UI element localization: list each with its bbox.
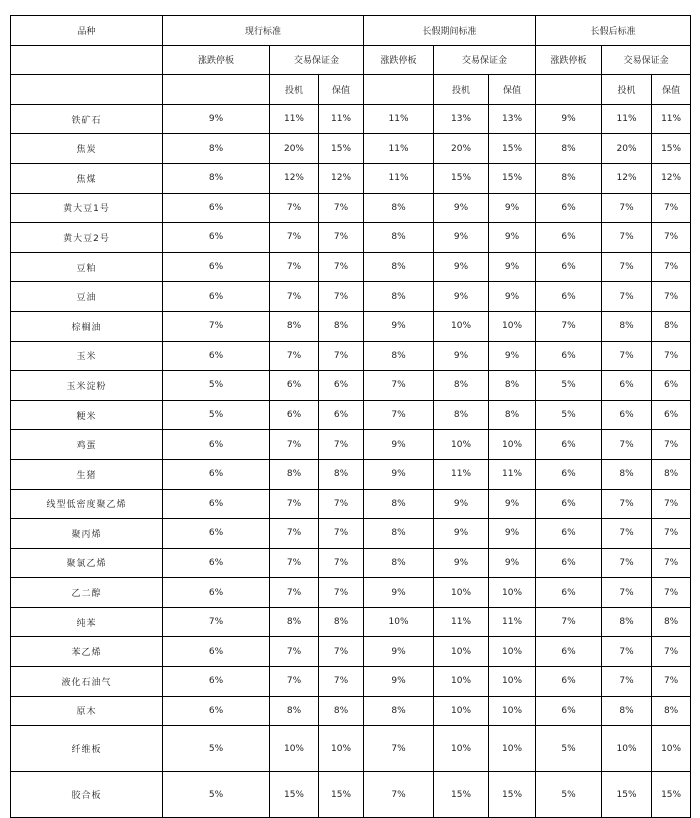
cell-hedge-after: 7%: [652, 282, 691, 312]
margin-standards-table: [10, 15, 691, 818]
cell-limit-holiday: 8%: [364, 223, 434, 253]
cell-hedge-holiday: 8%: [489, 371, 536, 401]
cell-spec-after: 7%: [602, 489, 652, 519]
cell-limit-holiday: 8%: [364, 519, 434, 549]
header-margin-current: 交易保证金: [270, 45, 364, 75]
cell-limit-current: 5%: [163, 400, 270, 430]
cell-hedge-after: 15%: [652, 772, 691, 818]
cell-spec-holiday: 10%: [434, 430, 489, 460]
cell-spec-after: 10%: [602, 726, 652, 772]
header-row-type: [11, 75, 691, 105]
product-name: 黄大豆1号: [11, 193, 163, 223]
cell-hedge-current: 7%: [319, 252, 364, 282]
cell-limit-holiday: 8%: [364, 548, 434, 578]
cell-limit-current: 5%: [163, 371, 270, 401]
cell-hedge-after: 12%: [652, 163, 691, 193]
table-row: [11, 637, 691, 667]
cell-hedge-current: 7%: [319, 282, 364, 312]
cell-limit-current: 6%: [163, 430, 270, 460]
cell-limit-current: 6%: [163, 578, 270, 608]
cell-spec-current: 6%: [270, 400, 319, 430]
cell-hedge-holiday: 9%: [489, 341, 536, 371]
header-blank: [11, 75, 163, 105]
table-row: [11, 223, 691, 253]
cell-spec-current: 12%: [270, 163, 319, 193]
cell-limit-holiday: 8%: [364, 193, 434, 223]
header-row-groups: [11, 16, 691, 46]
header-blank: [11, 45, 163, 75]
header-row-sub: [11, 45, 691, 75]
cell-spec-current: 8%: [270, 459, 319, 489]
cell-limit-after: 7%: [536, 607, 602, 637]
header-blank: [536, 75, 602, 105]
cell-limit-after: 6%: [536, 696, 602, 726]
cell-limit-current: 7%: [163, 311, 270, 341]
cell-limit-current: 6%: [163, 223, 270, 253]
product-name: 纯苯: [11, 607, 163, 637]
cell-spec-holiday: 20%: [434, 134, 489, 164]
cell-limit-current: 7%: [163, 607, 270, 637]
margin-table-container: [10, 15, 691, 818]
table-row: [11, 696, 691, 726]
cell-limit-holiday: 9%: [364, 667, 434, 697]
cell-limit-holiday: 7%: [364, 772, 434, 818]
cell-hedge-after: 6%: [652, 371, 691, 401]
cell-limit-current: 6%: [163, 459, 270, 489]
cell-limit-current: 6%: [163, 667, 270, 697]
cell-spec-current: 8%: [270, 311, 319, 341]
cell-limit-after: 8%: [536, 134, 602, 164]
cell-hedge-holiday: 10%: [489, 696, 536, 726]
cell-spec-holiday: 11%: [434, 607, 489, 637]
cell-limit-holiday: 10%: [364, 607, 434, 637]
cell-spec-after: 15%: [602, 772, 652, 818]
table-row: [11, 371, 691, 401]
cell-limit-after: 7%: [536, 311, 602, 341]
cell-spec-current: 15%: [270, 772, 319, 818]
cell-hedge-holiday: 10%: [489, 667, 536, 697]
cell-limit-after: 6%: [536, 489, 602, 519]
cell-spec-after: 8%: [602, 459, 652, 489]
cell-hedge-after: 11%: [652, 104, 691, 134]
cell-limit-holiday: 7%: [364, 371, 434, 401]
cell-limit-holiday: 8%: [364, 341, 434, 371]
cell-spec-after: 7%: [602, 667, 652, 697]
cell-limit-holiday: 8%: [364, 282, 434, 312]
cell-hedge-current: 6%: [319, 371, 364, 401]
cell-spec-holiday: 13%: [434, 104, 489, 134]
cell-hedge-holiday: 11%: [489, 459, 536, 489]
product-name: 聚丙烯: [11, 519, 163, 549]
cell-hedge-holiday: 9%: [489, 282, 536, 312]
product-name: 焦炭: [11, 134, 163, 164]
cell-spec-after: 7%: [602, 252, 652, 282]
product-name: 乙二醇: [11, 578, 163, 608]
cell-hedge-holiday: 10%: [489, 578, 536, 608]
cell-limit-holiday: 9%: [364, 578, 434, 608]
cell-limit-current: 6%: [163, 548, 270, 578]
cell-spec-current: 7%: [270, 252, 319, 282]
cell-hedge-after: 7%: [652, 341, 691, 371]
header-margin-holiday: 交易保证金: [434, 45, 536, 75]
cell-spec-current: 7%: [270, 223, 319, 253]
cell-limit-after: 6%: [536, 637, 602, 667]
cell-spec-holiday: 10%: [434, 637, 489, 667]
header-product: 品种: [11, 16, 163, 46]
cell-hedge-holiday: 9%: [489, 548, 536, 578]
cell-hedge-current: 6%: [319, 400, 364, 430]
cell-spec-after: 8%: [602, 696, 652, 726]
cell-limit-after: 6%: [536, 667, 602, 697]
table-row: [11, 430, 691, 460]
cell-spec-holiday: 9%: [434, 341, 489, 371]
cell-spec-after: 7%: [602, 578, 652, 608]
cell-spec-after: 20%: [602, 134, 652, 164]
cell-spec-after: 11%: [602, 104, 652, 134]
header-hedge-after: 保值: [652, 75, 691, 105]
cell-limit-current: 8%: [163, 163, 270, 193]
cell-hedge-current: 7%: [319, 193, 364, 223]
cell-spec-current: 7%: [270, 578, 319, 608]
product-name: 生猪: [11, 459, 163, 489]
product-name: 原木: [11, 696, 163, 726]
cell-spec-current: 8%: [270, 607, 319, 637]
product-name: 胶合板: [11, 772, 163, 818]
table-row: [11, 400, 691, 430]
cell-hedge-holiday: 9%: [489, 489, 536, 519]
table-row: [11, 193, 691, 223]
table-row: [11, 104, 691, 134]
cell-limit-after: 5%: [536, 772, 602, 818]
cell-spec-current: 7%: [270, 489, 319, 519]
cell-limit-current: 6%: [163, 489, 270, 519]
cell-hedge-current: 8%: [319, 607, 364, 637]
cell-limit-holiday: 8%: [364, 489, 434, 519]
cell-hedge-holiday: 15%: [489, 134, 536, 164]
cell-hedge-holiday: 13%: [489, 104, 536, 134]
cell-limit-holiday: 11%: [364, 104, 434, 134]
cell-hedge-after: 7%: [652, 519, 691, 549]
cell-hedge-holiday: 9%: [489, 252, 536, 282]
table-row: [11, 607, 691, 637]
cell-spec-current: 7%: [270, 430, 319, 460]
cell-limit-current: 6%: [163, 193, 270, 223]
cell-spec-holiday: 9%: [434, 282, 489, 312]
header-spec-after: 投机: [602, 75, 652, 105]
cell-limit-after: 6%: [536, 193, 602, 223]
cell-spec-after: 7%: [602, 430, 652, 460]
cell-hedge-current: 10%: [319, 726, 364, 772]
cell-limit-after: 5%: [536, 400, 602, 430]
cell-spec-holiday: 9%: [434, 223, 489, 253]
cell-limit-current: 6%: [163, 519, 270, 549]
header-group-after: 长假后标准: [536, 16, 691, 46]
cell-limit-current: 6%: [163, 696, 270, 726]
product-name: 液化石油气: [11, 667, 163, 697]
cell-hedge-holiday: 10%: [489, 726, 536, 772]
cell-hedge-after: 7%: [652, 578, 691, 608]
cell-spec-after: 6%: [602, 400, 652, 430]
cell-limit-current: 6%: [163, 637, 270, 667]
cell-limit-after: 6%: [536, 459, 602, 489]
cell-limit-current: 8%: [163, 134, 270, 164]
cell-hedge-current: 7%: [319, 519, 364, 549]
cell-hedge-holiday: 8%: [489, 400, 536, 430]
cell-limit-after: 6%: [536, 548, 602, 578]
cell-limit-holiday: 7%: [364, 726, 434, 772]
table-row: [11, 459, 691, 489]
table-row: [11, 578, 691, 608]
cell-hedge-holiday: 10%: [489, 311, 536, 341]
product-name: 铁矿石: [11, 104, 163, 134]
cell-hedge-current: 7%: [319, 578, 364, 608]
cell-spec-after: 7%: [602, 282, 652, 312]
header-group-current: 现行标准: [163, 16, 364, 46]
cell-spec-holiday: 9%: [434, 519, 489, 549]
cell-hedge-after: 7%: [652, 667, 691, 697]
cell-hedge-after: 10%: [652, 726, 691, 772]
header-margin-after: 交易保证金: [602, 45, 691, 75]
cell-limit-holiday: 9%: [364, 459, 434, 489]
table-row: [11, 341, 691, 371]
cell-limit-after: 6%: [536, 578, 602, 608]
header-limit-after: 涨跌停板: [536, 45, 602, 75]
cell-spec-holiday: 10%: [434, 726, 489, 772]
cell-hedge-holiday: 15%: [489, 772, 536, 818]
cell-hedge-after: 8%: [652, 607, 691, 637]
cell-limit-current: 6%: [163, 252, 270, 282]
cell-spec-after: 7%: [602, 548, 652, 578]
cell-hedge-current: 7%: [319, 223, 364, 253]
header-hedge-current: 保值: [319, 75, 364, 105]
cell-hedge-after: 7%: [652, 252, 691, 282]
cell-spec-after: 7%: [602, 519, 652, 549]
cell-hedge-current: 8%: [319, 696, 364, 726]
cell-spec-after: 7%: [602, 637, 652, 667]
cell-hedge-current: 15%: [319, 134, 364, 164]
product-name: 鸡蛋: [11, 430, 163, 460]
cell-hedge-holiday: 10%: [489, 637, 536, 667]
product-name: 豆粕: [11, 252, 163, 282]
product-name: 豆油: [11, 282, 163, 312]
cell-spec-current: 10%: [270, 726, 319, 772]
cell-spec-current: 7%: [270, 637, 319, 667]
cell-spec-holiday: 9%: [434, 193, 489, 223]
cell-limit-after: 6%: [536, 341, 602, 371]
cell-spec-holiday: 15%: [434, 772, 489, 818]
cell-hedge-current: 7%: [319, 489, 364, 519]
table-row: [11, 282, 691, 312]
cell-limit-holiday: 11%: [364, 134, 434, 164]
header-blank: [163, 75, 270, 105]
cell-hedge-current: 12%: [319, 163, 364, 193]
product-name: 黄大豆2号: [11, 223, 163, 253]
cell-limit-holiday: 11%: [364, 163, 434, 193]
product-name: 玉米淀粉: [11, 371, 163, 401]
cell-hedge-current: 11%: [319, 104, 364, 134]
cell-spec-current: 7%: [270, 667, 319, 697]
cell-hedge-after: 6%: [652, 400, 691, 430]
cell-spec-current: 7%: [270, 519, 319, 549]
header-limit-current: 涨跌停板: [163, 45, 270, 75]
header-spec-holiday: 投机: [434, 75, 489, 105]
cell-spec-after: 12%: [602, 163, 652, 193]
header-group-holiday: 长假期间标准: [364, 16, 536, 46]
product-name: 焦煤: [11, 163, 163, 193]
cell-hedge-holiday: 15%: [489, 163, 536, 193]
cell-spec-after: 7%: [602, 341, 652, 371]
cell-spec-current: 7%: [270, 193, 319, 223]
cell-hedge-current: 7%: [319, 430, 364, 460]
cell-limit-current: 5%: [163, 726, 270, 772]
cell-spec-holiday: 8%: [434, 371, 489, 401]
table-row: [11, 134, 691, 164]
cell-spec-holiday: 9%: [434, 489, 489, 519]
cell-limit-current: 5%: [163, 772, 270, 818]
header-spec-current: 投机: [270, 75, 319, 105]
table-row: [11, 489, 691, 519]
cell-hedge-holiday: 9%: [489, 193, 536, 223]
table-row: [11, 163, 691, 193]
table-row: [11, 726, 691, 772]
cell-spec-holiday: 10%: [434, 667, 489, 697]
cell-hedge-after: 7%: [652, 637, 691, 667]
table-row: [11, 667, 691, 697]
cell-limit-after: 6%: [536, 223, 602, 253]
cell-hedge-after: 7%: [652, 548, 691, 578]
cell-hedge-after: 7%: [652, 489, 691, 519]
table-row: [11, 252, 691, 282]
cell-limit-holiday: 8%: [364, 696, 434, 726]
cell-hedge-after: 7%: [652, 430, 691, 460]
cell-hedge-current: 15%: [319, 772, 364, 818]
cell-spec-current: 6%: [270, 371, 319, 401]
cell-hedge-current: 7%: [319, 548, 364, 578]
cell-limit-after: 6%: [536, 519, 602, 549]
cell-hedge-current: 8%: [319, 311, 364, 341]
cell-hedge-after: 8%: [652, 696, 691, 726]
product-name: 聚氯乙烯: [11, 548, 163, 578]
cell-limit-holiday: 8%: [364, 252, 434, 282]
cell-hedge-after: 7%: [652, 223, 691, 253]
cell-spec-current: 20%: [270, 134, 319, 164]
product-name: 线型低密度聚乙烯: [11, 489, 163, 519]
cell-hedge-holiday: 11%: [489, 607, 536, 637]
cell-limit-holiday: 9%: [364, 637, 434, 667]
header-hedge-holiday: 保值: [489, 75, 536, 105]
cell-hedge-holiday: 10%: [489, 430, 536, 460]
product-name: 纤维板: [11, 726, 163, 772]
cell-hedge-current: 7%: [319, 667, 364, 697]
cell-hedge-current: 7%: [319, 341, 364, 371]
table-row: [11, 311, 691, 341]
cell-spec-holiday: 10%: [434, 578, 489, 608]
cell-spec-holiday: 15%: [434, 163, 489, 193]
cell-spec-current: 8%: [270, 696, 319, 726]
cell-limit-after: 6%: [536, 430, 602, 460]
cell-spec-holiday: 10%: [434, 696, 489, 726]
cell-hedge-after: 7%: [652, 193, 691, 223]
cell-hedge-holiday: 9%: [489, 223, 536, 253]
cell-hedge-holiday: 9%: [489, 519, 536, 549]
cell-limit-current: 6%: [163, 341, 270, 371]
cell-spec-holiday: 11%: [434, 459, 489, 489]
cell-limit-after: 8%: [536, 163, 602, 193]
cell-spec-after: 6%: [602, 371, 652, 401]
cell-spec-current: 7%: [270, 548, 319, 578]
cell-spec-holiday: 9%: [434, 548, 489, 578]
cell-spec-after: 7%: [602, 193, 652, 223]
header-blank: [364, 75, 434, 105]
product-name: 苯乙烯: [11, 637, 163, 667]
cell-spec-holiday: 10%: [434, 311, 489, 341]
cell-hedge-current: 7%: [319, 637, 364, 667]
cell-spec-holiday: 8%: [434, 400, 489, 430]
cell-spec-current: 7%: [270, 282, 319, 312]
product-name: 棕榈油: [11, 311, 163, 341]
cell-limit-current: 9%: [163, 104, 270, 134]
table-row: [11, 548, 691, 578]
cell-limit-holiday: 7%: [364, 400, 434, 430]
cell-hedge-after: 15%: [652, 134, 691, 164]
cell-spec-after: 7%: [602, 223, 652, 253]
cell-limit-after: 6%: [536, 282, 602, 312]
cell-limit-current: 6%: [163, 282, 270, 312]
cell-spec-after: 8%: [602, 607, 652, 637]
cell-spec-after: 8%: [602, 311, 652, 341]
header-limit-holiday: 涨跌停板: [364, 45, 434, 75]
cell-limit-after: 6%: [536, 252, 602, 282]
cell-spec-current: 7%: [270, 341, 319, 371]
cell-limit-after: 9%: [536, 104, 602, 134]
cell-limit-after: 5%: [536, 726, 602, 772]
table-row: [11, 519, 691, 549]
cell-hedge-after: 8%: [652, 311, 691, 341]
cell-limit-after: 5%: [536, 371, 602, 401]
cell-spec-current: 11%: [270, 104, 319, 134]
cell-spec-holiday: 9%: [434, 252, 489, 282]
product-name: 粳米: [11, 400, 163, 430]
cell-hedge-current: 8%: [319, 459, 364, 489]
cell-limit-holiday: 9%: [364, 430, 434, 460]
cell-limit-holiday: 9%: [364, 311, 434, 341]
product-name: 玉米: [11, 341, 163, 371]
cell-hedge-after: 8%: [652, 459, 691, 489]
